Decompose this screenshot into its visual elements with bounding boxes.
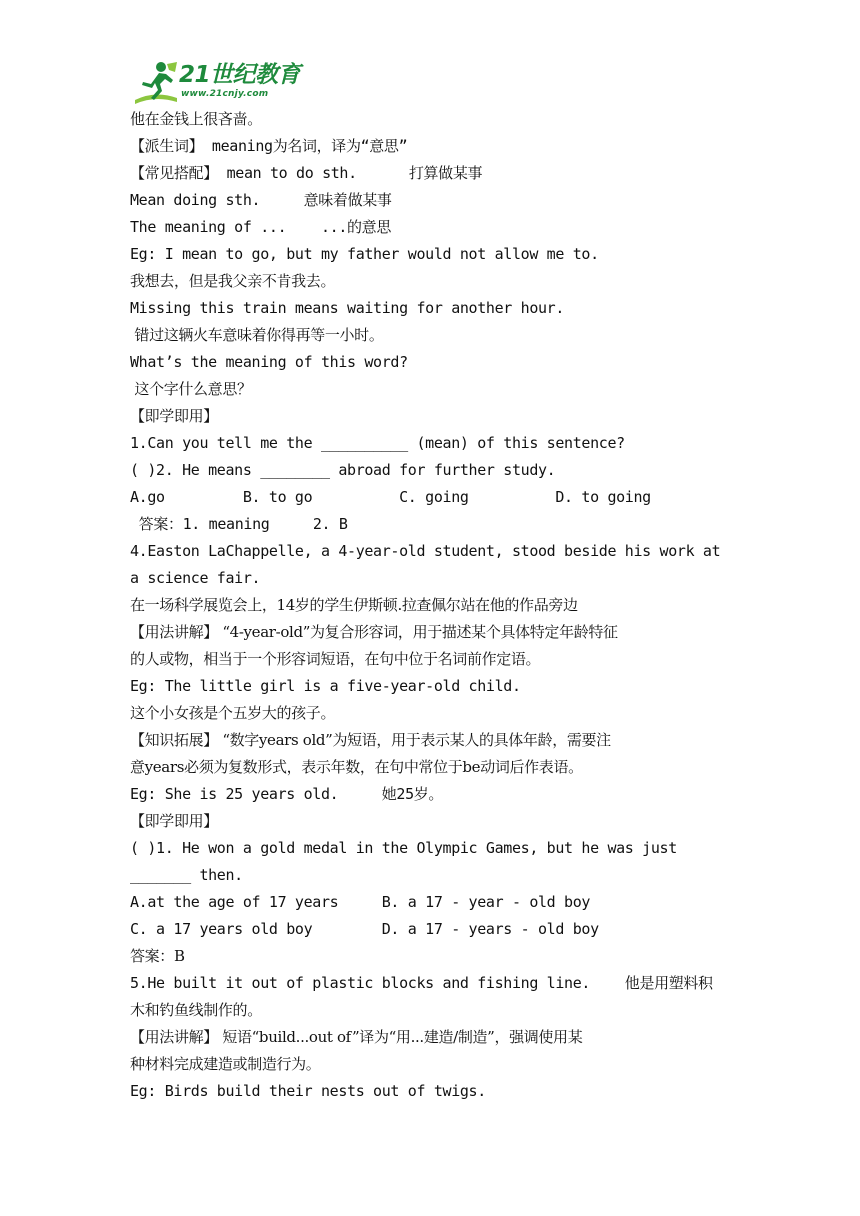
document-body [130,106,740,1105]
site-logo [131,60,301,106]
section-heading: 【即学即用】 [130,407,218,425]
exercise-line: ( )2. He means ________ abroad for further study. [130,461,556,479]
text-line: 【用法讲解】 “4-year-old”为复合形容词，用于描述某个具体特定年龄特征 [130,623,618,641]
text-line: 【知识拓展】 “数字years old”为短语，用于表示某人的具体年龄，需要注 [130,731,611,749]
logo-url: www.21cnjy.com [181,89,269,99]
text-line: What’s the meaning of this word? [130,353,408,371]
options-line: A.go B. to go C. going D. to going [130,488,651,506]
text-line: 这个字什么意思？ [130,380,252,398]
text-line: a science fair. [130,569,261,587]
text-line: Mean doing sth. 意味着做某事 [130,191,392,209]
text-line: Eg: Birds build their nests out of twigs. [130,1082,486,1100]
text-line: 错过这辆火车意味着你得再等一小时。 [130,326,384,344]
text-line: 【用法讲解】 短语“build...out of”译为“用...建造/制造”，强调使用某 [130,1028,583,1046]
text-line: 他在金钱上很吝啬。 [130,110,262,128]
text-line: 木和钓鱼线制作的。 [130,1001,262,1019]
answer-line: 答案：B [130,947,185,965]
text-line: 种材料完成建造或制造行为。 [130,1055,321,1073]
exercise-line: ( )1. He won a gold medal in the Olympic Games, but he was just [130,839,677,857]
options-line: A.at the age of 17 years B. a 17 - year - old boy [130,893,591,911]
text-line: 5.He built it out of plastic blocks and fishing line. 他是用塑料积 [130,974,713,992]
exercise-line: _______ then. [130,866,243,884]
text-line: 【常见搭配】 mean to do sth. 打算做某事 [130,164,483,182]
section-heading: 【即学即用】 [130,812,218,830]
text-line: 这个小女孩是个五岁大的孩子。 [130,704,336,722]
text-line: Eg: The little girl is a five-year-old child. [130,677,521,695]
exercise-line: 1.Can you tell me the __________ (mean) of this sentence? [130,434,625,452]
answer-line: 答案：1. meaning 2. B [130,515,348,533]
text-line: Eg: I mean to go, but my father would not allow me to. [130,245,599,263]
text-line: 4.Easton LaChappelle, a 4-year-old student, stood beside his work at [130,542,721,560]
text-line: 我想去，但是我父亲不肯我去。 [130,272,336,290]
text-line: 【派生词】 meaning为名词，译为“意思” [130,137,408,155]
text-line: 的人或物，相当于一个形容词短语，在句中位于名词前作定语。 [130,650,541,668]
text-line: The meaning of ... ...的意思 [130,218,391,236]
text-line: 在一场科学展览会上，14岁的学生伊斯顿.拉查佩尔站在他的作品旁边 [130,596,578,614]
runner-icon [131,60,179,106]
text-line: 意years必须为复数形式，表示年数，在句中常位于be动词后作表语。 [130,758,583,776]
text-line: Eg: She is 25 years old. 她25岁。 [130,785,444,803]
text-line: Missing this train means waiting for another hour. [130,299,565,317]
logo-text: 21世纪教育 [179,62,301,88]
options-line: C. a 17 years old boy D. a 17 - years - old boy [130,920,599,938]
